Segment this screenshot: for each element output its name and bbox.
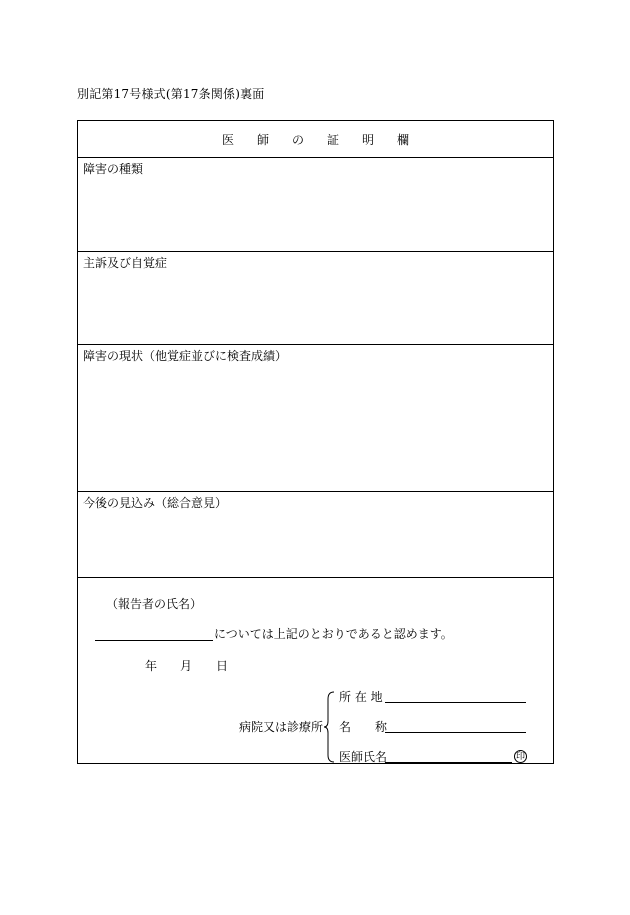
name-blank[interactable] (385, 732, 526, 733)
certificate-sheet (77, 120, 554, 764)
section-label: 今後の見込み（総合意見） (83, 496, 228, 510)
header-title: 医師の証明欄 (221, 132, 432, 147)
section-label: 障害の現状（他覚症並びに検査成績） (83, 349, 288, 363)
date-year: 年 (145, 659, 158, 673)
seal-icon: 印 (515, 752, 525, 762)
section-current-condition[interactable] (78, 345, 553, 492)
certification-section (78, 578, 553, 763)
brace-icon (323, 691, 335, 763)
facility-label: 病院又は診療所 (239, 720, 324, 734)
doctor-blank[interactable] (385, 762, 512, 763)
reporter-label: （報告者の氏名） (106, 597, 203, 611)
form-reference: 別記第17号様式(第17条関係)裏面 (77, 87, 265, 101)
date-month: 月 (180, 659, 193, 673)
address-blank[interactable] (385, 702, 526, 703)
section-label: 障害の種類 (83, 162, 144, 176)
name-label: 名 称 (339, 720, 388, 734)
header-row (78, 121, 553, 158)
certification-statement: については上記のとおりであると認めます。 (214, 627, 453, 641)
date-day: 日 (216, 659, 229, 673)
address-label: 所 在 地 (339, 690, 383, 704)
doctor-label: 医師氏名 (339, 750, 388, 764)
reporter-name-blank[interactable] (95, 640, 213, 641)
section-label: 主訴及び自覚症 (83, 256, 168, 270)
section-disability-type[interactable] (78, 158, 553, 252)
section-prognosis[interactable] (78, 492, 553, 578)
section-complaints[interactable] (78, 252, 553, 345)
